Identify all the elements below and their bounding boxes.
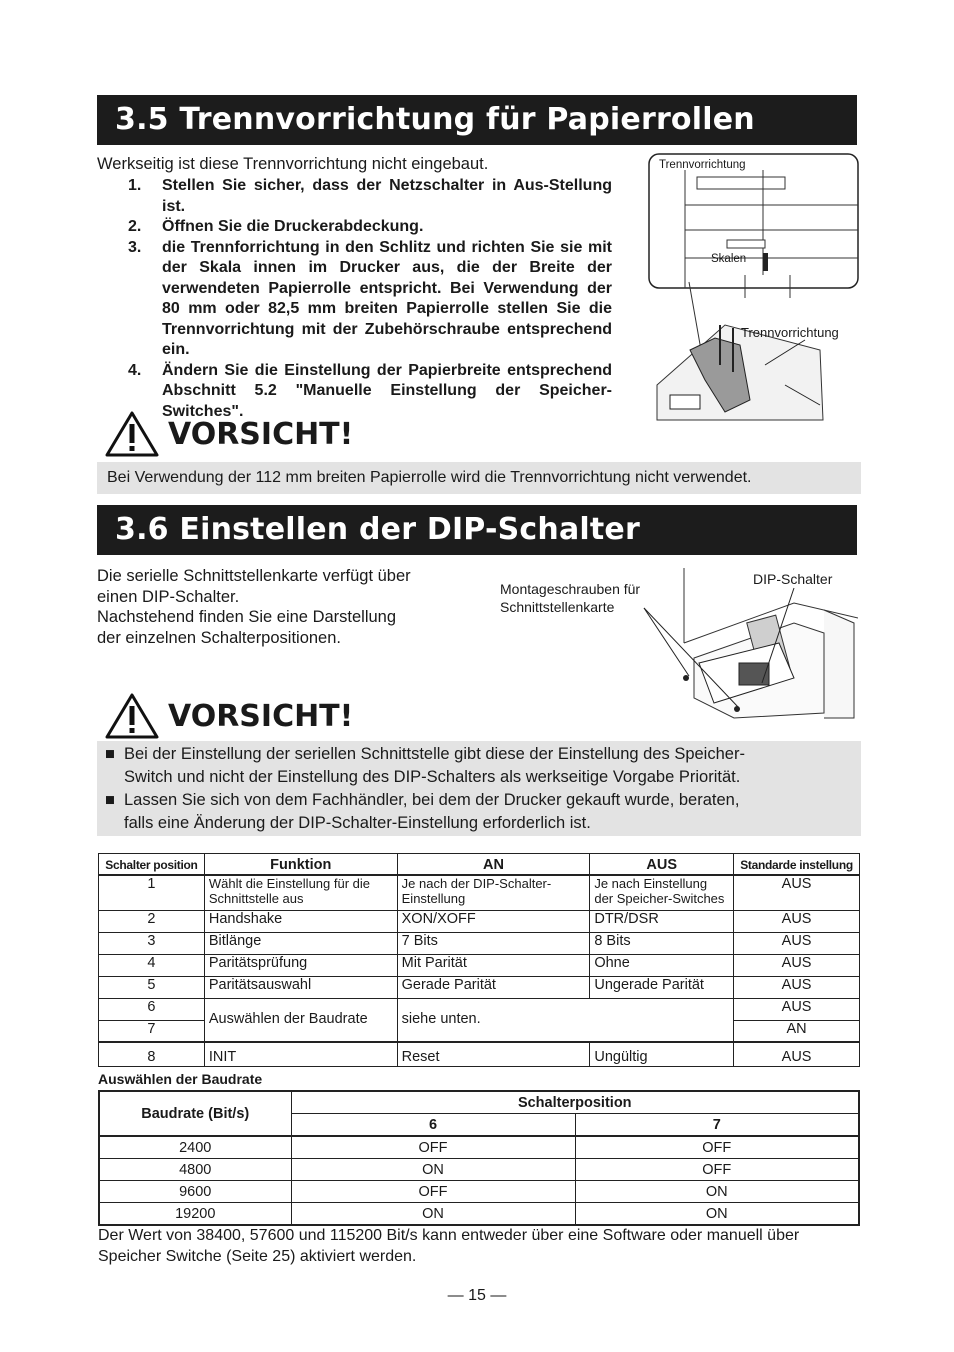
- col-header: AN: [397, 854, 590, 876]
- warning-triangle-icon: [104, 410, 160, 458]
- dip-switch-table: [98, 853, 860, 1067]
- square-bullet-icon: ■: [105, 745, 115, 763]
- step-item: 3. die Trennforrichtung in den Schlitz und richten Sie sie mit der Skala innen im Drucker aus, die der Breite der verwendeten Papierrolle entspricht. Bei Verwendung der 80 mm oder 82,5 mm breiten Papierrolle stellen Sie die Trennvorrichtung mit der Zubehörschraube entsprechend ein.: [128, 238, 612, 358]
- warning-word: VORSICHT!: [168, 416, 354, 452]
- warning-box: [97, 462, 861, 494]
- section-35-intro: Werkseitig ist diese Trennvorrichtung nicht eingebaut.: [97, 155, 489, 173]
- warning-bullet-item: ■ Lassen Sie sich von dem Fachhändler, bei dem der Drucker gekauft wurde, beraten, falls eine Änderung der DIP-Schalter-Einstellung erforderlich ist.: [105, 789, 861, 835]
- section-36-intro: Die serielle Schnittstellenkarte verfügt über einen DIP-Schalter. Nachstehend finden Sie eine Darstellung der einzelnen Schalterpositionen.: [97, 567, 411, 647]
- table-row: 19200 ON ON: [99, 1203, 859, 1226]
- section-35-steps: [128, 176, 612, 422]
- section-35-title: 3.5 Trennvorrichtung für Papierrollen: [97, 95, 857, 145]
- table-row: 4 Paritätsprüfung Mit Parität Ohne AUS: [99, 954, 860, 976]
- table-row: 3 Bitlänge 7 Bits 8 Bits AUS: [99, 932, 860, 954]
- warning-bullet-item: ■ Bei der Einstellung der seriellen Schnittstelle gibt diese der Einstellung des Speicher- Switch und nicht der Einstellung des DIP-Schalters als werkseitige Vorgabe Priorität.: [105, 743, 861, 789]
- col-header: Schalterposition: [291, 1091, 859, 1114]
- col-header: Standarde instellung: [734, 854, 860, 876]
- baud-rate-table: [98, 1090, 860, 1226]
- square-bullet-icon: ■: [105, 791, 115, 809]
- col-header: Baudrate (Bit/s): [99, 1091, 291, 1136]
- table-row: 4800 ON OFF: [99, 1159, 859, 1181]
- screws-label: Montageschrauben für Schnittstellenkarte: [500, 581, 641, 615]
- table-row: 1 Wählt die Einstellung für die Schnittstelle aus Je nach der DIP-Schalter-Einstellung Je nach Einstellung der Speicher-Switches AUS: [99, 875, 860, 910]
- table-row: 7 AN: [99, 1020, 860, 1042]
- dip-switch-label: DIP-Schalter: [753, 571, 833, 587]
- table-row: 9600 OFF ON: [99, 1181, 859, 1203]
- step-item: 4. Ändern Sie die Einstellung der Papierbreite entsprechend Abschnitt 5.2 "Manuelle Einstellung der Speicher-Switches".: [128, 361, 612, 420]
- cutter-label-bottom: Trennvorrichtung: [741, 325, 839, 340]
- warning-box: [97, 741, 861, 836]
- warning-triangle-icon: [104, 692, 160, 740]
- scale-label: Skalen: [711, 253, 747, 265]
- warning-heading: [104, 692, 353, 740]
- table-row: 5 Paritätsauswahl Gerade Parität Ungerade Parität AUS: [99, 976, 860, 998]
- col-header: Funktion: [204, 854, 397, 876]
- col-header: 7: [575, 1114, 859, 1137]
- warning-text: Bei Verwendung der 112 mm breiten Papierrolle wird die Trennvorrichtung nicht verwendet.: [107, 469, 752, 486]
- baud-table-caption: Auswählen der Baudrate: [98, 1071, 263, 1087]
- step-item: 1. Stellen Sie sicher, dass der Netzschalter in Aus-Stellung ist.: [128, 177, 612, 215]
- footnote: Der Wert von 38400, 57600 und 115200 Bit/s kann entweder über eine Software oder manuell über Speicher Switche (Seite 25) aktiviert werden.: [98, 1227, 800, 1265]
- warning-word: VORSICHT!: [168, 698, 354, 734]
- table-row: 6 Auswählen der Baudrate siehe unten. AUS: [99, 998, 860, 1020]
- section-36-title: 3.6 Einstellen der DIP-Schalter: [97, 505, 857, 555]
- col-header: Schalter position: [99, 854, 205, 876]
- col-header: 6: [291, 1114, 575, 1137]
- col-header: AUS: [590, 854, 734, 876]
- dip-figure: [494, 568, 858, 720]
- table-row: 2400 OFF OFF: [99, 1136, 859, 1159]
- step-item: 2. Öffnen Sie die Druckerabdeckung.: [128, 218, 424, 235]
- cutter-label-top: Trennvorrichtung: [659, 159, 746, 171]
- table-header-row: [99, 1091, 859, 1114]
- warning-heading: [104, 410, 353, 458]
- table-row: 2 Handshake XON/XOFF DTR/DSR AUS: [99, 910, 860, 932]
- cutter-illustration: [645, 150, 863, 422]
- table-header-row: [99, 854, 860, 876]
- page-number: — 15 —: [447, 1287, 507, 1304]
- table-row: 8 INIT Reset Ungültig AUS: [99, 1042, 860, 1066]
- cutter-figure: [645, 150, 863, 422]
